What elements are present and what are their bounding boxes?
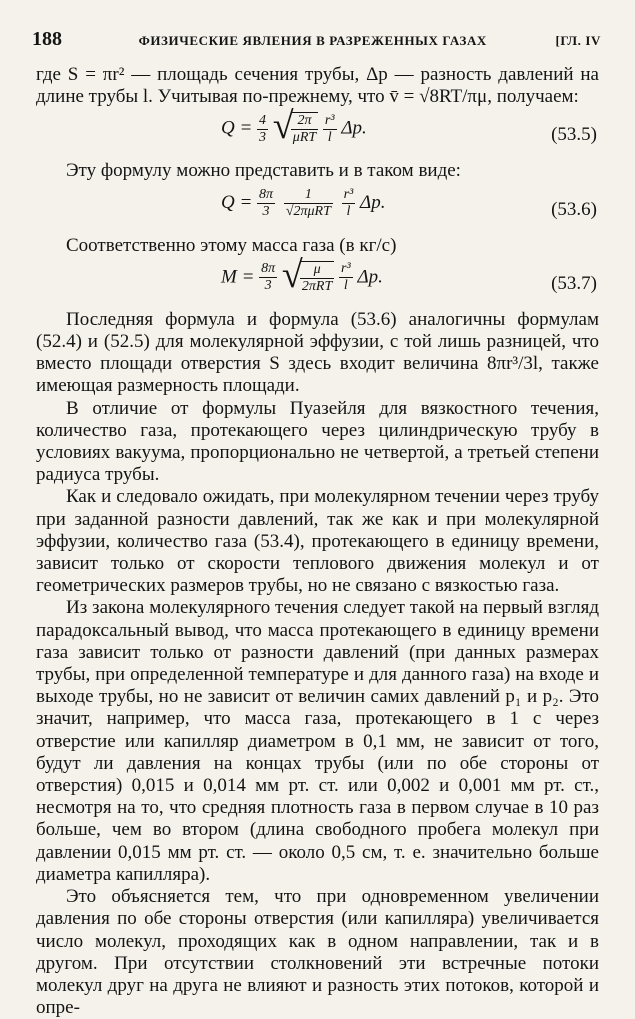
numerator: r³ xyxy=(341,261,351,277)
paragraph: Это объясняется тем, что при одновременном увеличении давления по обе стороны отверстия (или капилляра) увеличивается число молекул, проходящих как в одном направлении, так и в другом. При отсутствии столкновений эти встречные потоки молекул друг на друга не влияют и разность этих потоков, которой и опре- xyxy=(36,886,599,1019)
radius-fraction xyxy=(323,113,337,146)
chapter-label: [ГЛ. IV xyxy=(555,33,601,48)
paragraph: Из закона молекулярного течения следует такой на первый взгляд парадоксальный вывод, что масса протекающего в единицу времени газа зависит только от разности давлений (при данных размерах трубы, при определенной температуре и для данного газа) на входе и выходе трубы, но не зависит от величин самих давлений p₁ и p₂. Это значит, например, что масса газа, протекающего в 1 с через отверстие или капилляр диаметром в 0,1 мм, не зависит от того, будут ли давления на концах трубы (или по обе стороны от отверстия) 0,015 и 0,014 мм рт. ст. или 0,002 и 0,001 мм рт. ст., несмотря на то, что средняя плотность газа в первом случае в 10 раз больше, чем во втором (длина свободного пробега молекул при давлении 0,015 мм рт. ст. — около 0,5 см, т. е. значительно больше диаметра капилляра). xyxy=(36,597,599,885)
paragraph: Как и следовало ожидать, при молекулярном течении через трубу при заданной разности давлений, так же как и при молекулярной эффузии, количество газа (53.4), протекающего в единицу времени, зависит только от скорости теплового движения молекул и от геометрических размеров трубы, но не связано с вязкостью газа. xyxy=(36,486,599,597)
equation-number: (53.7) xyxy=(551,272,597,294)
paragraph: где S = πr² — площадь сечения трубы, Δp — разность давлений на длине трубы l. Учитывая по-прежнему, что v̄ = √8RT/πμ, получаем: xyxy=(36,64,599,108)
radicand-fraction xyxy=(300,262,334,295)
paragraph: Соответственно этому масса газа (в кг/с) xyxy=(66,234,397,256)
numerator: 8π xyxy=(259,186,274,202)
equation-tail: Δp. xyxy=(360,191,386,213)
denominator: 3 xyxy=(259,129,267,145)
numerator: μ xyxy=(300,262,334,279)
denominator: l xyxy=(327,129,332,145)
square-root xyxy=(281,253,334,296)
equation-53-5 xyxy=(36,105,599,154)
equation-tail: Δp. xyxy=(341,117,367,139)
equation-53-6 xyxy=(36,187,599,229)
numerator: 1 xyxy=(284,187,333,204)
radius-fraction xyxy=(342,187,356,220)
square-root xyxy=(272,105,318,148)
radius-fraction xyxy=(339,261,353,294)
paragraph: Последняя формула и формула (53.6) аналогичны формулам (52.4) и (52.5) для молекулярной эффузии, с той лишь разницей, что вместо площади отверстия S здесь входит величина 8πr³/3l, также имеющая размерность площади. xyxy=(36,308,599,397)
denominator: l xyxy=(346,203,351,219)
numerator: 2π xyxy=(291,113,318,130)
root-fraction xyxy=(284,187,333,220)
radical-sign: √ xyxy=(285,203,294,219)
numerator: 8π xyxy=(261,261,276,277)
numerator: r³ xyxy=(343,186,354,202)
coefficient-fraction xyxy=(259,261,277,294)
paragraph: В отличие от формулы Пуазейля для вязкостного течения, количество газа, протекающего через цилиндрическую трубу в условиях вакуума, пропорционально не четвертой, а третьей степени радиуса трубы. xyxy=(36,397,599,486)
page-number: 188 xyxy=(32,28,62,50)
denominator: l xyxy=(343,278,348,294)
equation-lhs: M = xyxy=(221,266,255,288)
numerator: 4 xyxy=(259,112,267,128)
equation-number: (53.5) xyxy=(551,124,597,146)
denominator xyxy=(284,204,333,220)
coefficient-fraction xyxy=(257,187,275,220)
equation-lhs: Q = xyxy=(221,117,253,139)
coefficient-fraction xyxy=(257,113,268,146)
formula-body xyxy=(221,105,367,148)
denominator: 3 xyxy=(262,203,270,219)
radicand-fraction xyxy=(291,113,318,146)
equation-number: (53.6) xyxy=(551,198,597,220)
radical-sign: √ xyxy=(281,253,303,296)
equation-lhs: Q = xyxy=(221,191,253,213)
running-title: ФИЗИЧЕСКИЕ ЯВЛЕНИЯ В РАЗРЕЖЕННЫХ ГАЗАХ xyxy=(138,33,487,48)
formula-body xyxy=(221,253,383,296)
paragraph: Эту формулу можно представить и в таком виде: xyxy=(66,160,461,182)
page-header xyxy=(32,28,599,52)
denominator: 2πRT xyxy=(301,278,333,294)
equation-53-7 xyxy=(36,253,599,303)
denominator: 3 xyxy=(264,278,272,294)
radical-sign: √ xyxy=(272,105,294,148)
formula-body xyxy=(221,187,385,220)
equation-tail: Δp. xyxy=(357,266,383,288)
radicand: 2πμRT xyxy=(293,203,331,219)
numerator: r³ xyxy=(324,112,335,128)
denominator: μRT xyxy=(292,130,317,146)
